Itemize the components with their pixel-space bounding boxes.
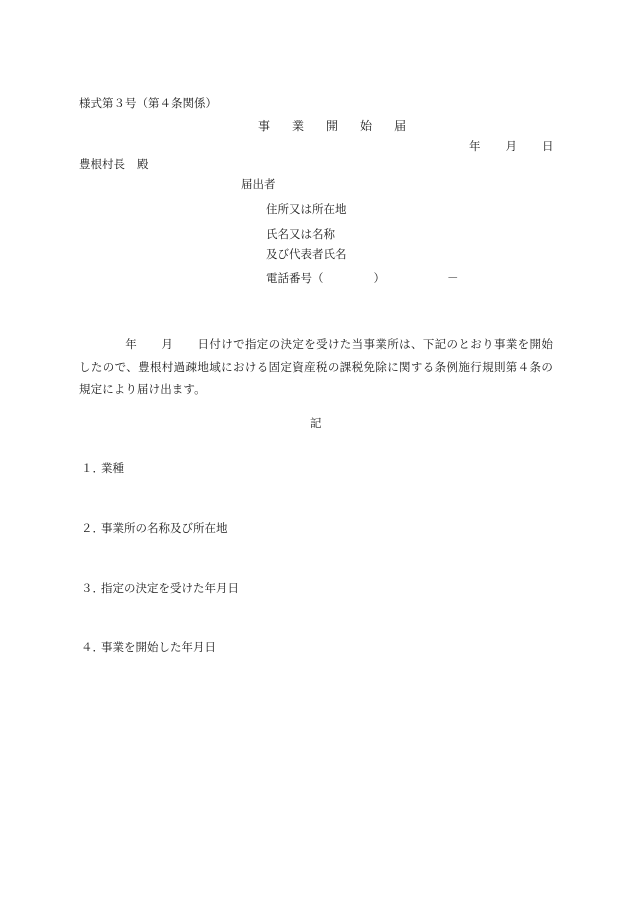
title-char: 業 <box>292 119 305 133</box>
list-item <box>81 523 228 535</box>
list-item <box>81 463 124 475</box>
body-paragraph <box>79 333 553 401</box>
item-label: 事業所の名称及び所在地 <box>101 521 228 535</box>
addressee-honorific: 殿 <box>137 157 149 171</box>
phone-open-paren: （ <box>312 271 324 285</box>
list-item <box>81 642 216 654</box>
title-char: 開 <box>326 119 339 133</box>
date-day-label: 日 <box>542 139 554 153</box>
date-month-label: 月 <box>505 139 517 153</box>
document-title <box>258 120 406 132</box>
title-char: 届 <box>394 119 407 133</box>
title-char: 事 <box>258 119 271 133</box>
addressee <box>79 159 149 171</box>
addressee-name: 豊根村長 <box>79 157 125 171</box>
phone-label: 電話番号 <box>266 271 312 285</box>
item-number: １． <box>81 461 104 475</box>
item-number: ３． <box>81 581 104 595</box>
representative-label: 及び代表者氏名 <box>266 247 347 261</box>
ki-heading: 記 <box>310 416 322 430</box>
item-label: 指定の決定を受けた年月日 <box>101 581 239 595</box>
item-label: 事業を開始した年月日 <box>101 640 216 654</box>
form-label: 様式第３号（第４条関係） <box>79 96 217 110</box>
body-year-label: 年 <box>125 337 138 351</box>
item-number: ２． <box>81 521 104 535</box>
date-line <box>469 141 554 153</box>
applicant-heading: 届出者 <box>241 177 276 191</box>
list-item <box>81 583 239 595</box>
body-text: 日付けで指定の決定を受けた当事業所は、下記のとおり事業を開始したので、豊根村過疎地域における固定資産税の課税免除に関する条例施行規則第４条の規定により届け出ます。 <box>79 337 553 396</box>
title-char: 始 <box>360 119 373 133</box>
phone-dash: － <box>447 271 459 285</box>
address-label: 住所又は所在地 <box>266 202 347 216</box>
date-year-label: 年 <box>469 139 481 153</box>
phone-line <box>266 273 459 285</box>
name-label: 氏名又は名称 <box>266 227 335 241</box>
body-month-label: 月 <box>161 337 174 351</box>
item-number: ４． <box>81 640 104 654</box>
phone-close-paren: ） <box>373 271 385 285</box>
item-label: 業種 <box>101 461 124 475</box>
